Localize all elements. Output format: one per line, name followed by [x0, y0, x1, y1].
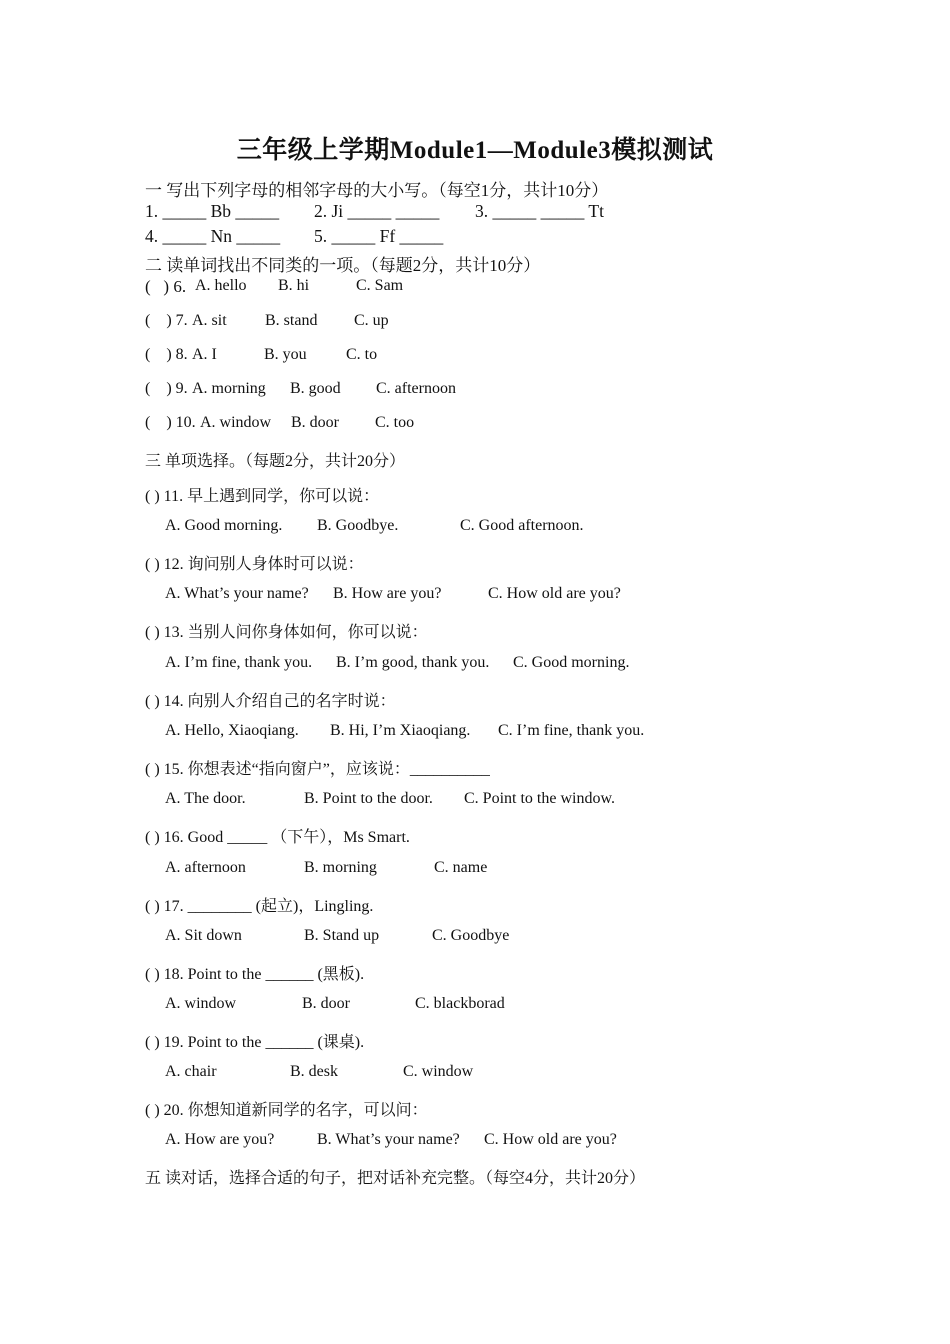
option-b: B. How are you? [333, 585, 442, 602]
option-a: A. window [200, 414, 272, 431]
letter-row-2 [145, 226, 845, 250]
question-18-options [165, 995, 765, 1017]
question-14-options [165, 722, 765, 744]
option-a: A. What’s your name? [165, 585, 309, 602]
option-b: B. stand [265, 312, 318, 329]
option-c: C. Good morning. [513, 654, 630, 671]
option-b: B. desk [290, 1063, 338, 1080]
option-b: B. you [264, 346, 307, 363]
question-7 [145, 312, 745, 334]
option-b: B. I’m good, thank you. [336, 654, 490, 671]
option-a: A. Sit down [165, 927, 242, 944]
letter-item-3: 3. _____ _____ Tt [475, 201, 604, 221]
page-title: 三年级上学期Module1—Module3模拟测试 [236, 137, 714, 164]
question-10 [145, 414, 745, 436]
option-b: B. door [302, 995, 350, 1012]
question-14-stem: ( ) 14. 向别人介绍自己的名字时说： [145, 693, 396, 710]
option-c: C. How old are you? [484, 1131, 617, 1148]
question-11-options [165, 517, 765, 539]
section-1-heading: 一 写出下列字母的相邻字母的大小写。（每空1分，共计10分） [145, 181, 609, 200]
option-a: A. afternoon [165, 859, 246, 876]
question-16-stem: ( ) 16. Good _____ （下午），Ms Smart. [145, 829, 410, 846]
question-prefix: ( ) 9. [145, 380, 188, 397]
option-b: B. morning [304, 859, 377, 876]
option-c: C. Goodbye [432, 927, 510, 944]
question-12-stem: ( ) 12. 询问别人身体时可以说： [145, 556, 364, 573]
option-a: A. Good morning. [165, 517, 283, 534]
option-c: C. up [354, 312, 389, 329]
option-c: C. window [403, 1063, 474, 1080]
option-c: C. How old are you? [488, 585, 621, 602]
question-9 [145, 380, 745, 402]
question-13-options [165, 654, 765, 676]
question-19-options [165, 1063, 765, 1085]
option-c: C. afternoon [376, 380, 456, 397]
option-a: A. window [165, 995, 237, 1012]
option-a: A. I’m fine, thank you. [165, 654, 313, 671]
question-15-stem: ( ) 15. 你想表述“指向窗户”，应该说：__________ [145, 761, 490, 778]
option-c: C. name [434, 859, 488, 876]
question-17-stem: ( ) 17. ________ (起立)，Lingling. [145, 898, 374, 915]
letter-row-1 [145, 201, 845, 225]
question-6 [145, 277, 745, 299]
question-12-options [165, 585, 765, 607]
question-8 [145, 346, 745, 368]
question-prefix: ( ) 10. [145, 414, 196, 431]
option-a: A. chair [165, 1063, 217, 1080]
letter-item-2: 2. Ji _____ _____ [314, 201, 440, 221]
option-b: B. What’s your name? [317, 1131, 460, 1148]
option-c: C. Good afternoon. [460, 517, 584, 534]
question-16-options [165, 859, 765, 881]
option-a: A. The door. [165, 790, 246, 807]
question-18-stem: ( ) 18. Point to the ______ (黑板). [145, 966, 365, 983]
question-13-stem: ( ) 13. 当别人问你身体如何，你可以说： [145, 624, 428, 641]
question-20-options [165, 1131, 765, 1153]
option-b: B. Stand up [304, 927, 380, 944]
question-prefix: ( ) 8. [145, 346, 188, 363]
option-a: A. I [192, 346, 217, 363]
question-prefix: ( ) 7. [145, 312, 188, 329]
question-19-stem: ( ) 19. Point to the ______ (课桌). [145, 1034, 365, 1051]
option-c: C. blackborad [415, 995, 505, 1012]
option-b: B. hi [278, 277, 310, 294]
option-c: C. Sam [356, 277, 404, 294]
question-15-options [165, 790, 765, 812]
option-c: C. too [375, 414, 415, 431]
letter-item-4: 4. _____ Nn _____ [145, 226, 281, 246]
option-a: A. How are you? [165, 1131, 275, 1148]
question-17-options [165, 927, 765, 949]
option-c: C. to [346, 346, 378, 363]
option-a: A. Hello, Xiaoqiang. [165, 722, 299, 739]
option-a: A. morning [192, 380, 266, 397]
option-b: B. Point to the door. [304, 790, 433, 807]
section-3-heading: 三 单项选择。（每题2分，共计20分） [145, 453, 406, 470]
option-b: B. door [291, 414, 339, 431]
question-20-stem: ( ) 20. 你想知道新同学的名字，可以问： [145, 1102, 428, 1119]
section-5-heading: 五 读对话，选择合适的句子，把对话补充完整。（每空4分，共计20分） [145, 1170, 646, 1187]
option-b: B. good [290, 380, 341, 397]
option-a: A. sit [192, 312, 227, 329]
option-c: C. I’m fine, thank you. [498, 722, 645, 739]
question-prefix: ( ) 6. [145, 277, 187, 296]
option-c: C. Point to the window. [464, 790, 615, 807]
question-11-stem: ( ) 11. 早上遇到同学，你可以说： [145, 488, 380, 505]
section-2-heading: 二 读单词找出不同类的一项。（每题2分，共计10分） [145, 256, 541, 275]
letter-item-5: 5. _____ Ff _____ [314, 226, 444, 246]
option-b: B. Goodbye. [317, 517, 399, 534]
letter-item-1: 1. _____ Bb _____ [145, 201, 280, 221]
option-a: A. hello [195, 277, 247, 294]
option-b: B. Hi, I’m Xiaoqiang. [330, 722, 471, 739]
